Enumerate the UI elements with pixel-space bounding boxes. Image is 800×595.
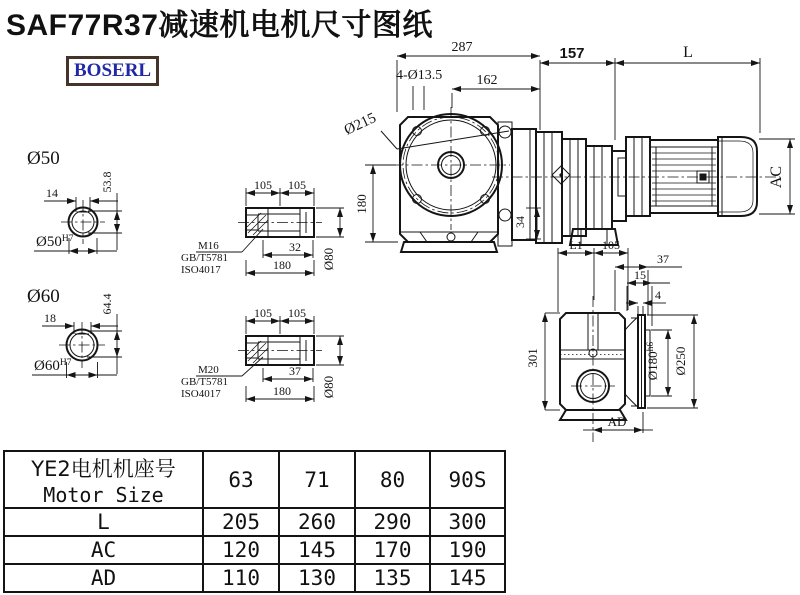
cell-AD-80: 135 <box>355 564 430 592</box>
cell-AD-90s: 145 <box>430 564 505 592</box>
cell-L-71: 260 <box>279 508 355 536</box>
dim-hollow1-length: 180 <box>273 258 291 272</box>
cell-AC-63: 120 <box>203 536 279 564</box>
dim-hollow2-seg-b: 105 <box>288 306 306 320</box>
dim-output-15: 15 <box>634 268 646 282</box>
row-label-L: L <box>4 508 203 536</box>
cell-AC-71: 145 <box>279 536 355 564</box>
view-hollow-shaft-m16 <box>181 178 344 276</box>
logo-text: BOSERL <box>74 60 152 81</box>
table-header-row <box>4 451 505 508</box>
label-shaft60: Ø60 <box>27 286 60 307</box>
dim-side-motor-dia: AC <box>768 165 785 189</box>
dim-front-foot: 34 <box>513 216 527 228</box>
dim-side-gear-len: 157 <box>559 45 585 62</box>
cell-L-80: 290 <box>355 508 430 536</box>
header-size-71: 71 <box>279 451 355 508</box>
table-row-AD <box>4 564 505 592</box>
label-hollow2-bolt: M20 <box>198 364 219 376</box>
dim-hollow2-length: 180 <box>273 384 291 398</box>
label-hollow2-std2: ISO4017 <box>181 388 221 400</box>
header-size-63: 63 <box>203 451 279 508</box>
page-title: SAF77R37减速机电机尺寸图纸 <box>6 9 433 42</box>
label-shaft50: Ø50 <box>27 148 60 169</box>
cell-AD-63: 110 <box>203 564 279 592</box>
dim-output-4: 4 <box>655 288 661 302</box>
cell-L-90s: 300 <box>430 508 505 536</box>
view-solid-shaft-60 <box>27 286 122 378</box>
label-hollow1-std1: GB/T5781 <box>181 252 229 264</box>
dim-hollow2-seg-a: 105 <box>254 306 272 320</box>
dim-hollow2-depth: 37 <box>289 364 301 378</box>
view-solid-shaft-50 <box>27 148 122 254</box>
view-output-flange <box>525 238 698 442</box>
cell-AC-80: 170 <box>355 536 430 564</box>
dim-front-holes: 4-Ø13.5 <box>396 68 443 83</box>
header-motor-size-en: Motor Size <box>43 482 164 507</box>
dim-shaft50-key-width: 14 <box>46 186 58 200</box>
dim-output-spigot-dia: $Ø180^{h6}$ <box>645 341 660 381</box>
cell-AC-90s: 190 <box>430 536 505 564</box>
header-motor-size <box>4 451 203 508</box>
dim-output-flange-dia: Ø250 <box>673 346 688 376</box>
cell-L-63: 205 <box>203 508 279 536</box>
header-size-90s: 90S <box>430 451 505 508</box>
dim-shaft60-bore: $Ø60^{H7}$ <box>34 358 72 374</box>
dim-hollow1-seg-b: 105 <box>288 178 306 192</box>
dim-shaft50-key-height: 53.8 <box>100 171 114 193</box>
dim-hollow1-depth: 32 <box>289 240 301 254</box>
dim-front-width: 287 <box>451 40 473 55</box>
dim-output-l1: L1 <box>569 238 583 252</box>
dim-output-height: 301 <box>525 348 540 368</box>
row-label-AD: AD <box>4 564 203 592</box>
dim-output-seg: 105 <box>602 238 620 252</box>
dim-output-ad: AD <box>607 414 627 429</box>
dim-shaft50-bore: $Ø50^{H7}$ <box>36 234 74 250</box>
dim-front-flange-dia: Ø215 <box>341 110 379 139</box>
header-size-80: 80 <box>355 451 430 508</box>
view-hollow-shaft-m20 <box>181 306 344 402</box>
dim-hollow1-seg-a: 105 <box>254 178 272 192</box>
dim-hollow1-dia: Ø80 <box>321 247 336 271</box>
dim-shaft60-key-height: 64.4 <box>100 293 114 315</box>
dim-side-motor-len: L <box>683 44 693 61</box>
motor-size-table <box>3 450 506 593</box>
dim-front-height: 180 <box>354 194 369 214</box>
dim-shaft60-key-width: 18 <box>44 311 56 325</box>
dim-front-inner-width: 162 <box>476 73 498 88</box>
dim-hollow2-dia: Ø80 <box>321 375 336 399</box>
label-hollow1-bolt: M16 <box>198 240 219 252</box>
logo-boserl <box>66 56 159 86</box>
cell-AD-71: 130 <box>279 564 355 592</box>
header-motor-size-cn: YE2电机机座号 <box>31 456 176 481</box>
label-hollow1-std2: ISO4017 <box>181 264 221 276</box>
dim-output-37: 37 <box>657 252 669 266</box>
table-row-AC <box>4 536 505 564</box>
row-label-AC: AC <box>4 536 203 564</box>
table-row-L <box>4 508 505 536</box>
label-hollow2-std1: GB/T5781 <box>181 376 229 388</box>
